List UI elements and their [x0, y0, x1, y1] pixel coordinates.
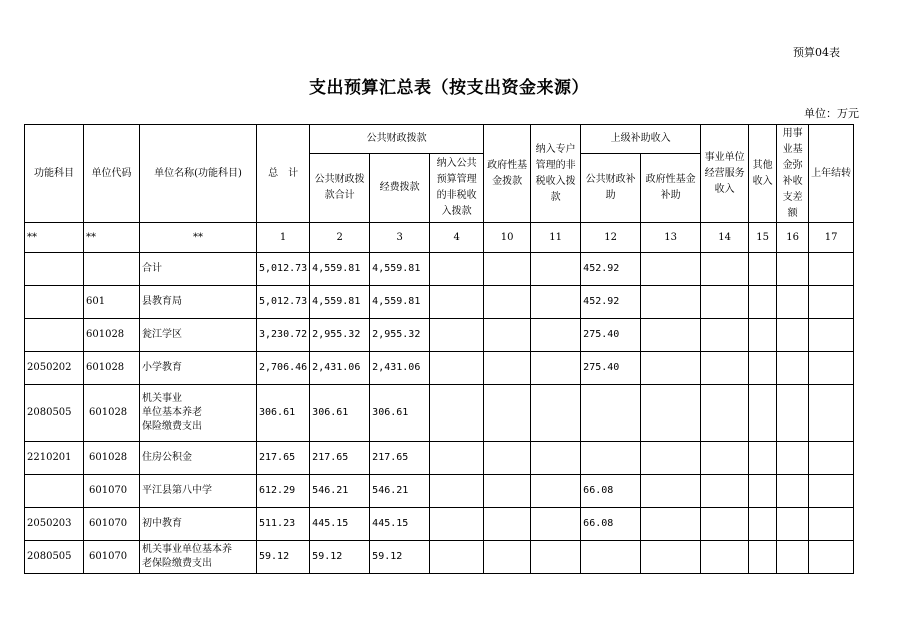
unit-code-cell: 601028	[84, 352, 140, 385]
index-cell: 14	[701, 223, 749, 253]
nontax-in-budget-cell	[430, 352, 484, 385]
gov-fund-cell	[484, 286, 531, 319]
index-cell: **	[84, 223, 140, 253]
pf-total-cell: 445.15	[310, 508, 370, 541]
superior-public-cell: 452.92	[581, 286, 641, 319]
index-cell: 4	[430, 223, 484, 253]
unit-code-cell: 601028	[84, 442, 140, 475]
unit-code-cell: 601028	[84, 319, 140, 352]
pf-total-cell: 546.21	[310, 475, 370, 508]
index-cell: 1	[257, 223, 310, 253]
prev-balance-cell	[809, 442, 854, 475]
pf-total-cell: 2,955.32	[310, 319, 370, 352]
header-biz-service: 事业单位经营服务收入	[701, 125, 749, 223]
index-cell: 13	[641, 223, 701, 253]
gov-fund-cell	[484, 253, 531, 286]
funds-allocation-cell: 4,559.81	[370, 286, 430, 319]
biz-fund-cell	[777, 352, 809, 385]
index-cell: 16	[777, 223, 809, 253]
header-prev-balance: 上年结转	[809, 125, 854, 223]
header-superior-subsidy: 上级补助收入	[581, 125, 701, 154]
pf-total-cell: 217.65	[310, 442, 370, 475]
superior-public-cell	[581, 541, 641, 574]
other-income-cell	[749, 475, 777, 508]
nontax-in-budget-cell	[430, 319, 484, 352]
total-cell: 3,230.72	[257, 319, 310, 352]
unit-name-cell: 住房公积金	[140, 442, 257, 475]
prev-balance-cell	[809, 286, 854, 319]
data-section	[25, 253, 854, 574]
table-row	[25, 253, 854, 286]
index-cell: 2	[310, 223, 370, 253]
total-cell: 306.61	[257, 385, 310, 442]
biz-service-cell	[701, 253, 749, 286]
other-income-cell	[749, 442, 777, 475]
biz-fund-cell	[777, 253, 809, 286]
header-func-subject: 功能科目	[25, 125, 84, 223]
header-nontax-in-budget: 纳入公共预算管理的非税收入拨款	[430, 154, 484, 223]
biz-fund-cell	[777, 286, 809, 319]
total-cell: 2,706.46	[257, 352, 310, 385]
header-special-nontax: 纳入专户管理的非税收入拨款	[531, 125, 581, 223]
gov-fund-cell	[484, 508, 531, 541]
superior-public-cell: 275.40	[581, 352, 641, 385]
nontax-in-budget-cell	[430, 385, 484, 442]
total-cell: 59.12	[257, 541, 310, 574]
biz-service-cell	[701, 352, 749, 385]
biz-service-cell	[701, 319, 749, 352]
other-income-cell	[749, 352, 777, 385]
superior-public-cell	[581, 442, 641, 475]
special-nontax-cell	[531, 352, 581, 385]
gov-fund-cell	[484, 319, 531, 352]
special-nontax-cell	[531, 385, 581, 442]
header-section	[25, 125, 854, 253]
header-pf-total: 公共财政拨款合计	[310, 154, 370, 223]
unit-label: 单位：万元	[804, 107, 859, 120]
index-cell: 12	[581, 223, 641, 253]
table-row	[25, 541, 854, 574]
other-income-cell	[749, 508, 777, 541]
other-income-cell	[749, 385, 777, 442]
nontax-in-budget-cell	[430, 253, 484, 286]
unit-name-cell: 平江县第八中学	[140, 475, 257, 508]
unit-code-cell: 601	[84, 286, 140, 319]
total-cell: 5,012.73	[257, 286, 310, 319]
page-title: 支出预算汇总表（按支出资金来源）	[309, 78, 589, 98]
unit-code-cell: 601070	[84, 475, 140, 508]
biz-fund-cell	[777, 442, 809, 475]
superior-govfund-cell	[641, 475, 701, 508]
gov-fund-cell	[484, 352, 531, 385]
table-row	[25, 352, 854, 385]
index-cell: 17	[809, 223, 854, 253]
header-public-finance: 公共财政拨款	[310, 125, 484, 154]
superior-public-cell: 275.40	[581, 319, 641, 352]
nontax-in-budget-cell	[430, 475, 484, 508]
biz-service-cell	[701, 286, 749, 319]
funds-allocation-cell: 2,955.32	[370, 319, 430, 352]
func-subject-cell: 2080505	[25, 541, 84, 574]
biz-service-cell	[701, 475, 749, 508]
index-row	[25, 223, 854, 253]
biz-fund-cell	[777, 508, 809, 541]
table-row	[25, 475, 854, 508]
pf-total-cell: 4,559.81	[310, 253, 370, 286]
special-nontax-cell	[531, 253, 581, 286]
special-nontax-cell	[531, 319, 581, 352]
biz-fund-cell	[777, 541, 809, 574]
special-nontax-cell	[531, 442, 581, 475]
superior-public-cell	[581, 385, 641, 442]
unit-name-cell: 瓮江学区	[140, 319, 257, 352]
total-cell: 511.23	[257, 508, 310, 541]
table-row	[25, 286, 854, 319]
funds-allocation-cell: 59.12	[370, 541, 430, 574]
header-superior-public: 公共财政补助	[581, 154, 641, 223]
biz-fund-cell	[777, 475, 809, 508]
total-cell: 612.29	[257, 475, 310, 508]
pf-total-cell: 2,431.06	[310, 352, 370, 385]
header-biz-fund: 用事业基金弥补收支差额	[777, 125, 809, 223]
index-cell: 10	[484, 223, 531, 253]
func-subject-cell	[25, 475, 84, 508]
table-row	[25, 508, 854, 541]
gov-fund-cell	[484, 541, 531, 574]
gov-fund-cell	[484, 442, 531, 475]
funds-allocation-cell: 4,559.81	[370, 253, 430, 286]
total-cell: 217.65	[257, 442, 310, 475]
funds-allocation-cell: 306.61	[370, 385, 430, 442]
header-other-income: 其他收入	[749, 125, 777, 223]
biz-service-cell	[701, 442, 749, 475]
total-cell: 5,012.73	[257, 253, 310, 286]
funds-allocation-cell: 445.15	[370, 508, 430, 541]
unit-code-cell	[84, 253, 140, 286]
func-subject-cell	[25, 319, 84, 352]
header-gov-fund: 政府性基金拨款	[484, 125, 531, 223]
table-row	[25, 319, 854, 352]
special-nontax-cell	[531, 286, 581, 319]
prev-balance-cell	[809, 253, 854, 286]
biz-fund-cell	[777, 319, 809, 352]
pf-total-cell: 59.12	[310, 541, 370, 574]
unit-name-cell: 小学教育	[140, 352, 257, 385]
special-nontax-cell	[531, 475, 581, 508]
table-row	[25, 442, 854, 475]
nontax-in-budget-cell	[430, 508, 484, 541]
unit-name-cell: 县教育局	[140, 286, 257, 319]
nontax-in-budget-cell	[430, 286, 484, 319]
superior-govfund-cell	[641, 286, 701, 319]
prev-balance-cell	[809, 352, 854, 385]
func-subject-cell: 2080505	[25, 385, 84, 442]
funds-allocation-cell: 2,431.06	[370, 352, 430, 385]
func-subject-cell: 2210201	[25, 442, 84, 475]
pf-total-cell: 4,559.81	[310, 286, 370, 319]
index-cell: 15	[749, 223, 777, 253]
nontax-in-budget-cell	[430, 442, 484, 475]
index-cell: **	[140, 223, 257, 253]
func-subject-cell	[25, 286, 84, 319]
unit-name-cell: 初中教育	[140, 508, 257, 541]
other-income-cell	[749, 253, 777, 286]
unit-name-cell: 机关事业 单位基本养老 保险缴费支出	[140, 385, 257, 442]
unit-code-cell: 601028	[84, 385, 140, 442]
superior-govfund-cell	[641, 541, 701, 574]
index-cell: 11	[531, 223, 581, 253]
superior-govfund-cell	[641, 352, 701, 385]
func-subject-cell: 2050203	[25, 508, 84, 541]
unit-code-cell: 601070	[84, 541, 140, 574]
gov-fund-cell	[484, 385, 531, 442]
index-cell: 3	[370, 223, 430, 253]
unit-name-cell: 合计	[140, 253, 257, 286]
biz-fund-cell	[777, 385, 809, 442]
superior-public-cell: 66.08	[581, 508, 641, 541]
superior-govfund-cell	[641, 442, 701, 475]
unit-name-cell: 机关事业单位基本养 老保险缴费支出	[140, 541, 257, 574]
header-total: 总 计	[257, 125, 310, 223]
superior-govfund-cell	[641, 319, 701, 352]
prev-balance-cell	[809, 475, 854, 508]
header-superior-govfund: 政府性基金补助	[641, 154, 701, 223]
funds-allocation-cell: 546.21	[370, 475, 430, 508]
prev-balance-cell	[809, 385, 854, 442]
table-row	[25, 385, 854, 442]
budget-table	[24, 124, 854, 574]
superior-govfund-cell	[641, 508, 701, 541]
prev-balance-cell	[809, 508, 854, 541]
prev-balance-cell	[809, 319, 854, 352]
func-subject-cell	[25, 253, 84, 286]
superior-public-cell: 452.92	[581, 253, 641, 286]
prev-balance-cell	[809, 541, 854, 574]
nontax-in-budget-cell	[430, 541, 484, 574]
other-income-cell	[749, 541, 777, 574]
superior-govfund-cell	[641, 385, 701, 442]
superior-govfund-cell	[641, 253, 701, 286]
special-nontax-cell	[531, 508, 581, 541]
unit-code-cell: 601070	[84, 508, 140, 541]
form-number: 预算04表	[793, 46, 840, 59]
other-income-cell	[749, 286, 777, 319]
biz-service-cell	[701, 541, 749, 574]
superior-public-cell: 66.08	[581, 475, 641, 508]
special-nontax-cell	[531, 541, 581, 574]
pf-total-cell: 306.61	[310, 385, 370, 442]
other-income-cell	[749, 319, 777, 352]
header-funds-allocation: 经费拨款	[370, 154, 430, 223]
header-unit-name: 单位名称(功能科目)	[140, 125, 257, 223]
gov-fund-cell	[484, 475, 531, 508]
index-cell: **	[25, 223, 84, 253]
header-unit-code: 单位代码	[84, 125, 140, 223]
biz-service-cell	[701, 385, 749, 442]
func-subject-cell: 2050202	[25, 352, 84, 385]
biz-service-cell	[701, 508, 749, 541]
funds-allocation-cell: 217.65	[370, 442, 430, 475]
